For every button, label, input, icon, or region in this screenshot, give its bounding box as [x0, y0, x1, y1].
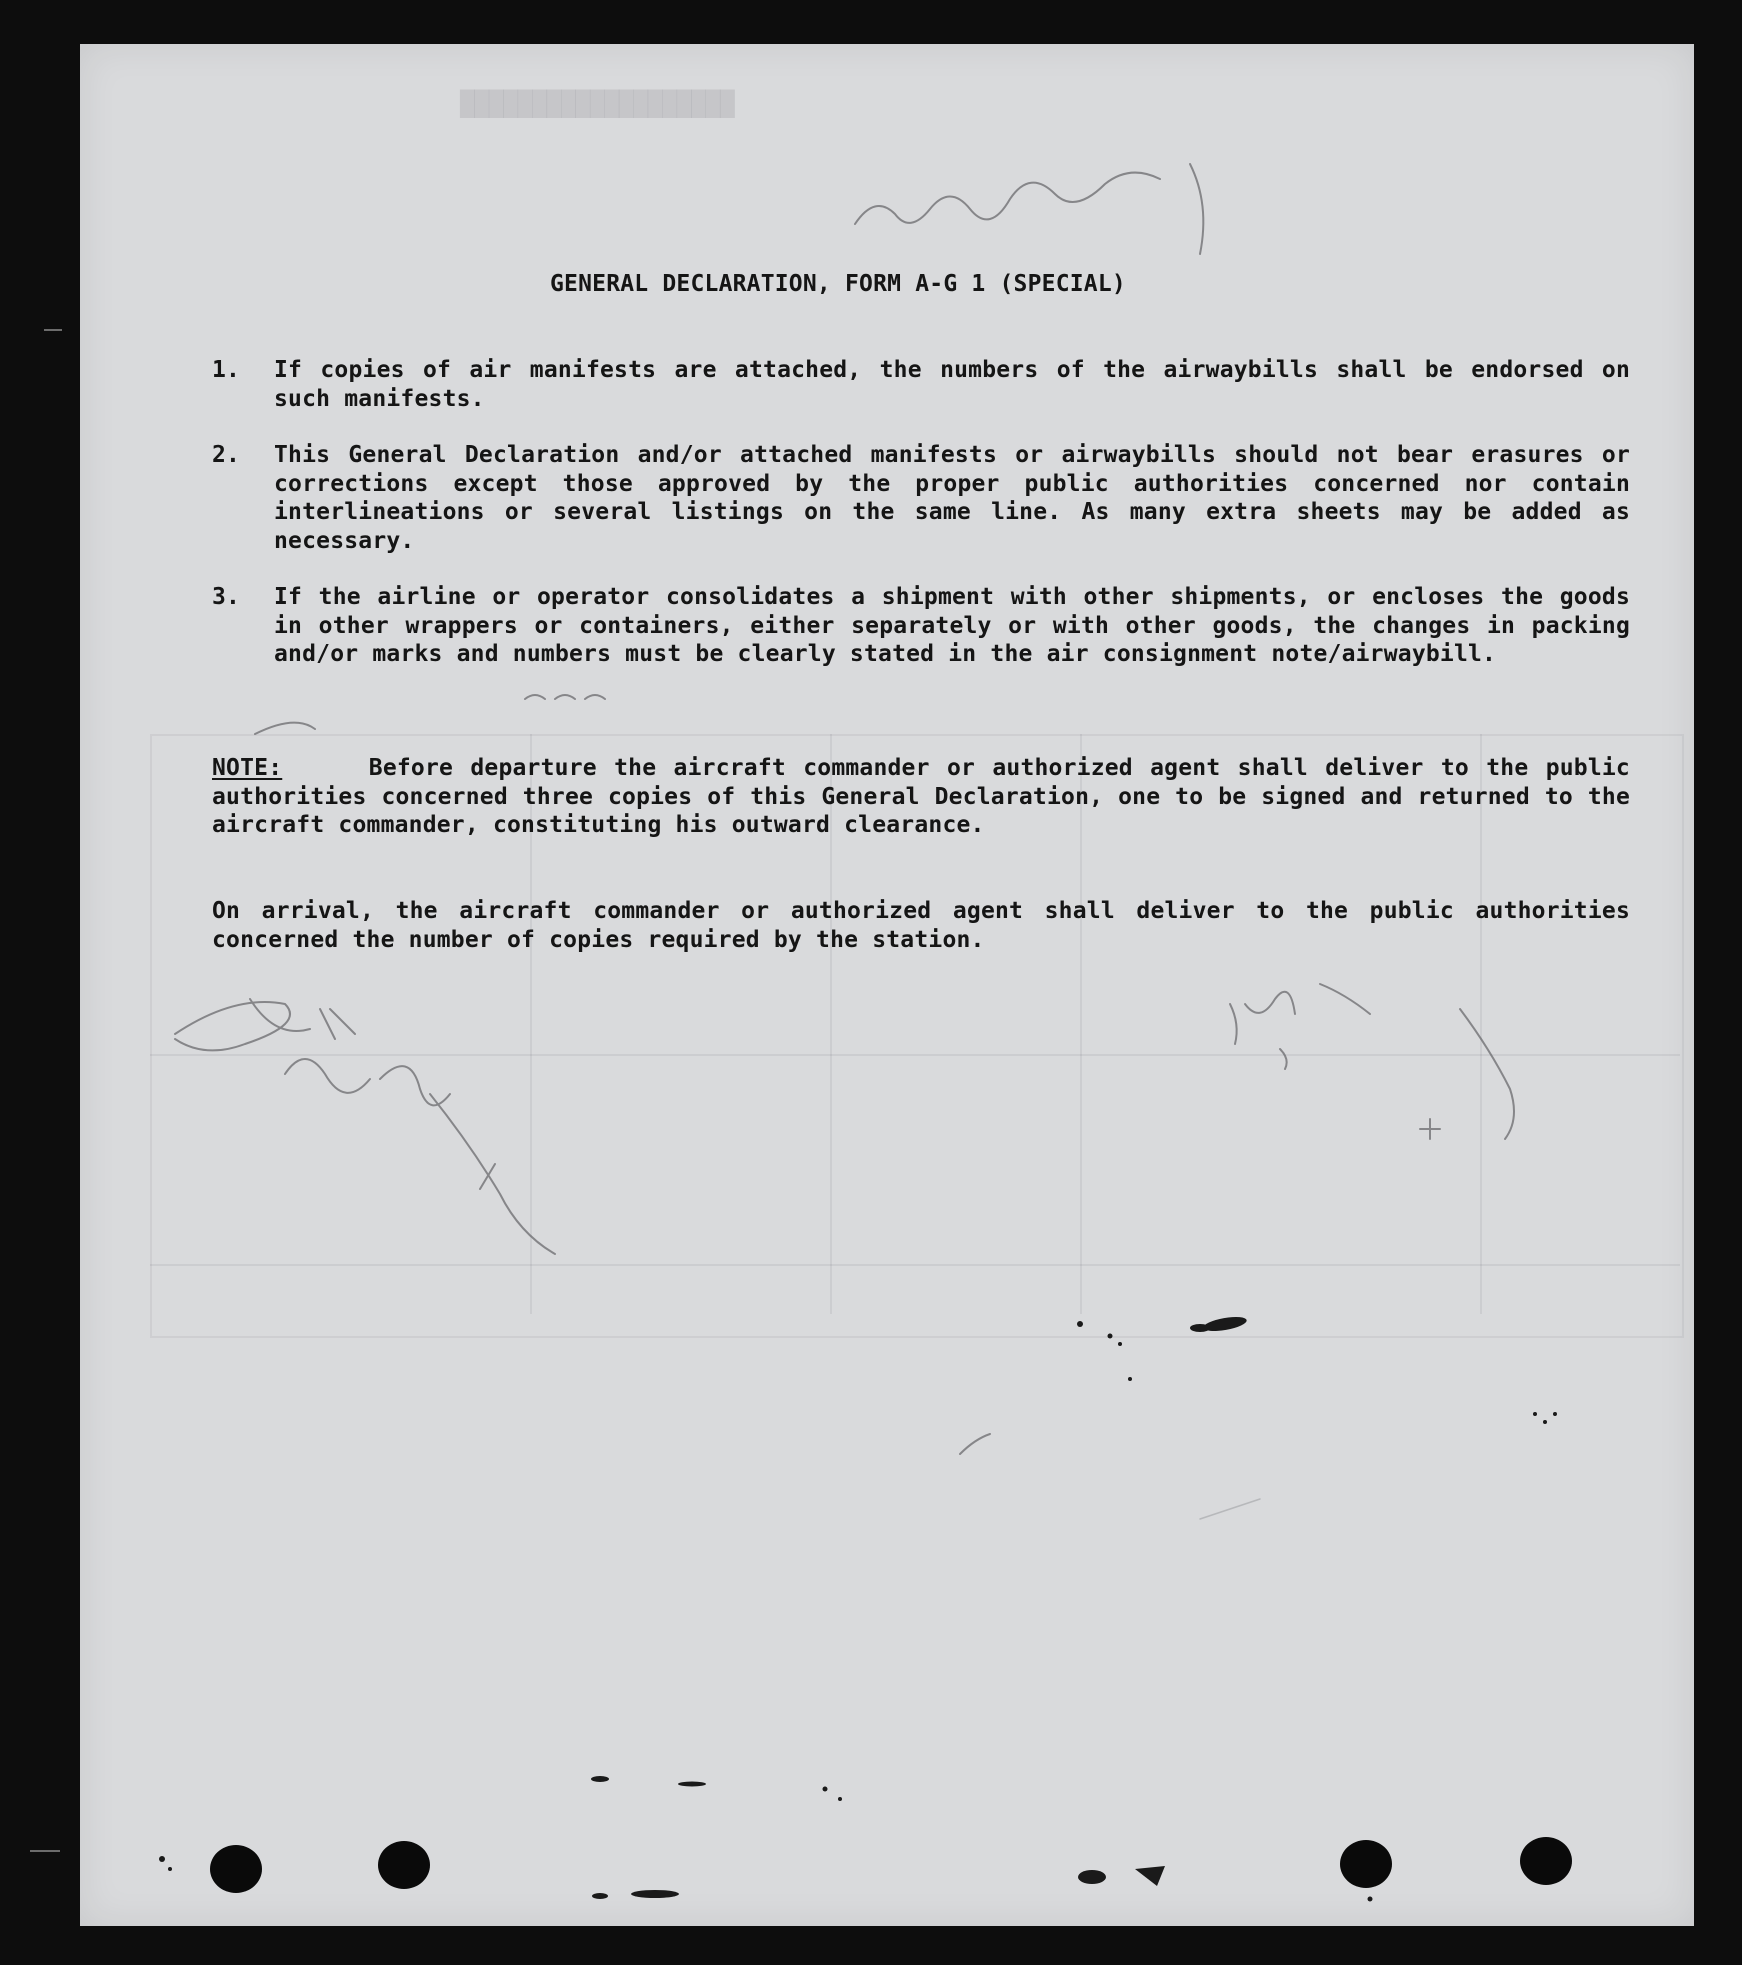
note-label: NOTE: [212, 755, 283, 781]
item-number: 2. [212, 442, 241, 468]
handwriting-marks [80, 44, 1694, 1926]
item-number: 3. [212, 584, 241, 610]
bleed-through-line [150, 1054, 1680, 1056]
note-paragraph [212, 754, 1630, 840]
punch-hole [1520, 1837, 1572, 1885]
bleed-through-text: ███████████████████ [460, 90, 735, 118]
punch-hole [1340, 1840, 1392, 1888]
item-text: If copies of air manifests are attached, the numbers of the airwaybills shall be endorsed on such manifests. [274, 357, 1630, 412]
signature-scribble [855, 173, 1160, 224]
item-text: If the airline or operator consolidates a shipment with other shipments, or encloses the goods in other wrappers or containers, either separately or with other goods, the changes in packing and/or marks and numbers must be clearly stated in the air consignment note/airwaybill. [274, 584, 1630, 667]
item-number: 1. [212, 357, 241, 383]
scan-edge-mark [44, 329, 62, 331]
item-text: This General Declaration and/or attached manifests or airwaybills should not bear erasures or corrections except those approved by the proper public authorities concerned nor contain interlineations or several listings on the same line. As many extra sheets may be added as necessary. [274, 442, 1630, 554]
scan-edge-mark [30, 1850, 60, 1852]
note-text: Before departure the aircraft commander or authorized agent shall deliver to the public authorities concerned three copies of this General Declaration, one to be signed and returned to the aircraft commander, constituting his outward clearance. [212, 755, 1630, 838]
page-title: GENERAL DECLARATION, FORM A-G 1 (SPECIAL) [550, 271, 1126, 297]
punch-hole [210, 1845, 262, 1893]
document-page [80, 44, 1694, 1926]
bleed-through-line [150, 1264, 1680, 1266]
arrival-paragraph: On arrival, the aircraft commander or authorized agent shall deliver to the public authorities concerned the number of copies required by the station. [212, 898, 1630, 953]
punch-hole [378, 1841, 430, 1889]
